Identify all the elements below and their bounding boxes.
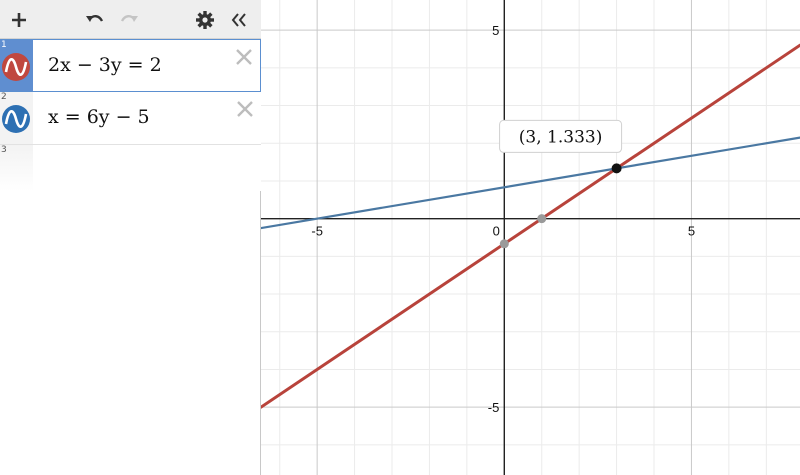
axis-intercept-point: [537, 214, 546, 223]
axis-intercept-point: [500, 239, 509, 248]
double-chevron-left-icon: [230, 12, 248, 28]
y-tick-label: -5: [487, 400, 500, 416]
gear-icon: [195, 10, 215, 30]
expression-index: 3: [1, 145, 7, 155]
graph-canvas[interactable]: [261, 0, 800, 475]
intersection-label: (3, 1.333): [518, 127, 603, 148]
intersection-point: [612, 163, 622, 173]
graph-wave-icon[interactable]: [1, 52, 31, 82]
minor-grid: [261, 0, 800, 475]
x-tick-label: 0: [492, 223, 500, 239]
expression-row-1[interactable]: [0, 39, 261, 92]
expression-input[interactable]: 2x − 3y = 2: [48, 54, 162, 76]
undo-icon: [84, 12, 106, 28]
expression-tab-2[interactable]: [0, 92, 33, 144]
expression-list-panel: [0, 0, 261, 475]
expression-input[interactable]: x = 6y − 5: [48, 106, 150, 128]
graph-wave-icon[interactable]: [1, 104, 31, 134]
expression-toolbar: [0, 0, 261, 39]
axes: [261, 0, 800, 475]
expression-tab-1[interactable]: [0, 40, 33, 91]
plot-lines: [261, 45, 800, 407]
expression-tab-3[interactable]: [0, 145, 33, 191]
expression-row-3[interactable]: [0, 145, 261, 191]
expression-row-2[interactable]: [0, 92, 261, 145]
plus-icon: [10, 11, 28, 29]
collapse-panel-button[interactable]: [228, 0, 250, 39]
delete-expression-icon[interactable]: [235, 99, 255, 119]
x-tick-label: -5: [311, 223, 323, 239]
add-expression-button[interactable]: [6, 0, 32, 39]
y-tick-label: 5: [492, 23, 500, 39]
undo-button[interactable]: [82, 0, 108, 39]
settings-button[interactable]: [192, 0, 218, 39]
redo-button[interactable]: [116, 0, 142, 39]
major-grid: [261, 0, 800, 475]
plot-line-expression-1: [261, 45, 800, 407]
intersection-callout: [500, 120, 622, 152]
expression-index: 2: [1, 92, 7, 102]
expression-index: 1: [1, 40, 7, 50]
graph-svg[interactable]: [261, 0, 800, 475]
delete-expression-icon[interactable]: [234, 47, 254, 67]
redo-icon: [118, 12, 140, 28]
x-tick-label: 5: [687, 223, 696, 239]
